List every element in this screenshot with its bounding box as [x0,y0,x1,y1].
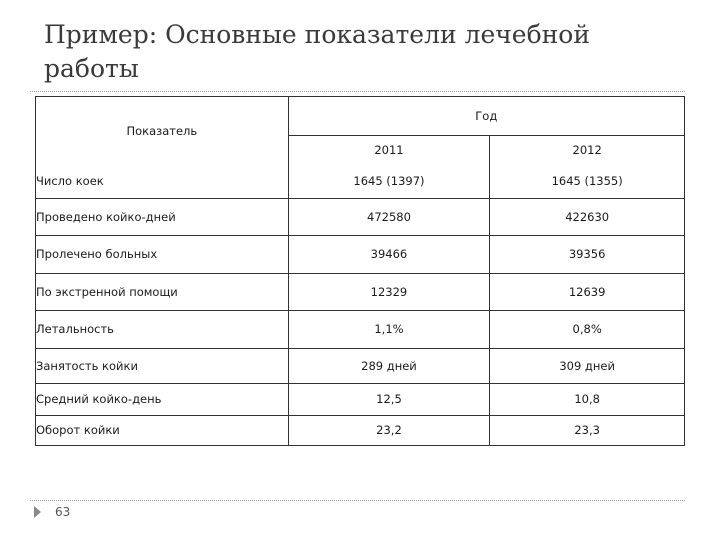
row-value-2012: 422630 [490,198,685,235]
row-value-2012: 39356 [490,235,685,273]
header-year-2012: 2012 [490,136,685,165]
table-row [36,348,685,383]
row-value-2011: 1,1% [288,310,490,348]
title-divider [30,91,685,92]
table-row [36,273,685,310]
row-value-2012: 23,3 [490,415,685,445]
row-label: Средний койко-день [36,383,289,415]
header-indicator: Показатель [36,97,289,165]
page-number: 63 [55,505,71,519]
row-label: По экстренной помощи [36,273,289,310]
row-value-2011: 23,2 [288,415,490,445]
row-label: Проведено койко-дней [36,198,289,235]
header-year-group: Год [288,97,684,136]
row-label: Занятость койки [36,348,289,383]
row-value-2011: 12,5 [288,383,490,415]
row-value-2011: 39466 [288,235,490,273]
row-value-2011: 1645 (1397) [288,164,490,198]
table-row [36,164,685,198]
indicators-table [35,96,685,446]
table-row [36,310,685,348]
table-row [36,383,685,415]
row-value-2011: 12329 [288,273,490,310]
row-label: Пролечено больных [36,235,289,273]
row-value-2012: 10,8 [490,383,685,415]
row-label: Оборот койки [36,415,289,445]
row-value-2012: 0,8% [490,310,685,348]
row-value-2012: 1645 (1355) [490,164,685,198]
row-value-2012: 12639 [490,273,685,310]
header-year-2011: 2011 [288,136,490,165]
row-label: Летальность [36,310,289,348]
table-row [36,235,685,273]
slide-title: Пример: Основные показатели лечебной работы [44,20,590,83]
row-label: Число коек [36,164,289,198]
table-row [36,415,685,445]
slide-marker-icon [34,506,41,518]
table-header-row [36,97,685,136]
footer-divider [30,500,685,501]
table-row [36,198,685,235]
row-value-2011: 289 дней [288,348,490,383]
row-value-2011: 472580 [288,198,490,235]
row-value-2012: 309 дней [490,348,685,383]
